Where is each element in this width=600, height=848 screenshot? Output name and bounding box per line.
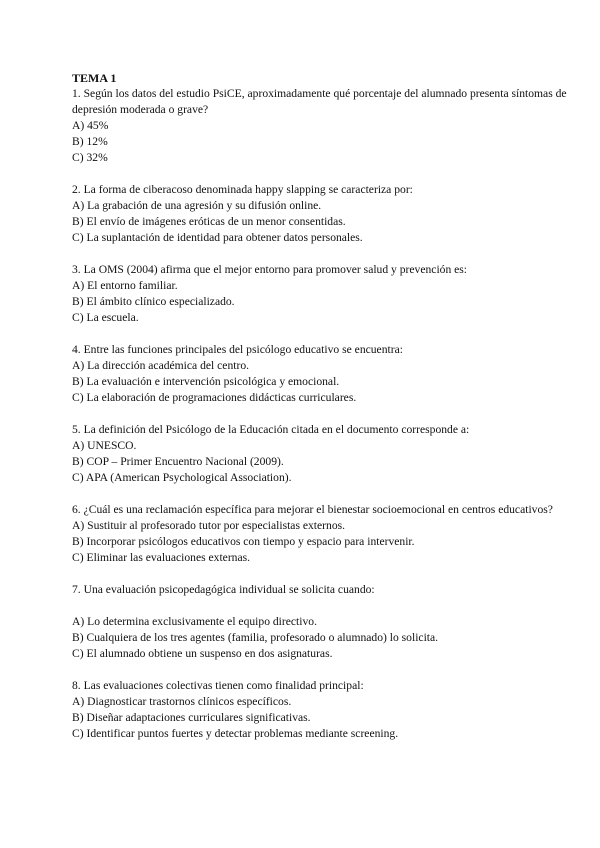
question-stem: 1. Según los datos del estudio PsiCE, aproximadamente qué porcentaje del alumnado presenta síntomas de depresión moderada o grave? xyxy=(72,87,567,116)
answer-option-b: B) La evaluación e intervención psicológica y emocional. xyxy=(72,375,340,388)
question-2 xyxy=(72,182,572,246)
answer-option-c: C) La suplantación de identidad para obtener datos personales. xyxy=(72,231,363,244)
answer-option-b: B) Cualquiera de los tres agentes (familia, profesorado o alumnado) lo solicita. xyxy=(72,631,439,644)
answer-option-c: C) Identificar puntos fuertes y detectar problemas mediante screening. xyxy=(72,727,399,740)
question-stem: 3. La OMS (2004) afirma que el mejor entorno para promover salud y prevención es: xyxy=(72,263,468,276)
answer-option-b: B) El ámbito clínico especializado. xyxy=(72,295,235,308)
document-page xyxy=(72,70,572,758)
answer-option-c: C) La escuela. xyxy=(72,311,139,324)
question-stem: 6. ¿Cuál es una reclamación específica para mejorar el bienestar socioemocional en centros educativos? xyxy=(72,503,553,516)
answer-option-a: A) Sustituir al profesorado tutor por especialistas externos. xyxy=(72,519,346,532)
question-stem: 8. Las evaluaciones colectivas tienen como finalidad principal: xyxy=(72,679,364,692)
answer-option-c: C) La elaboración de programaciones didácticas curriculares. xyxy=(72,391,357,404)
question-8 xyxy=(72,678,572,742)
question-stem: 2. La forma de ciberacoso denominada happy slapping se caracteriza por: xyxy=(72,183,413,196)
answer-option-b: B) 12% xyxy=(72,135,108,148)
answer-option-b: B) Diseñar adaptaciones curriculares significativas. xyxy=(72,711,311,724)
answer-option-b: B) Incorporar psicólogos educativos con tiempo y espacio para intervenir. xyxy=(72,535,415,548)
question-3 xyxy=(72,262,572,326)
answer-option-a: A) Diagnosticar trastornos clínicos específicos. xyxy=(72,695,292,708)
document-title: TEMA 1 xyxy=(72,71,117,85)
question-4 xyxy=(72,342,572,406)
question-6 xyxy=(72,502,572,566)
answer-option-c: C) Eliminar las evaluaciones externas. xyxy=(72,551,251,564)
answer-option-a: A) UNESCO. xyxy=(72,439,137,452)
answer-option-a: A) La dirección académica del centro. xyxy=(72,359,250,372)
question-stem: 7. Una evaluación psicopedagógica individual se solicita cuando: xyxy=(72,583,375,596)
answer-option-a: A) La grabación de una agresión y su difusión online. xyxy=(72,199,322,212)
question-7 xyxy=(72,582,572,662)
question-stem: 4. Entre las funciones principales del psicólogo educativo se encuentra: xyxy=(72,343,403,356)
answer-option-a: A) Lo determina exclusivamente el equipo directivo. xyxy=(72,615,317,628)
question-5 xyxy=(72,422,572,486)
answer-option-a: A) El entorno familiar. xyxy=(72,279,178,292)
answer-option-c: C) El alumnado obtiene un suspenso en dos asignaturas. xyxy=(72,647,333,660)
answer-option-b: B) El envío de imágenes eróticas de un menor consentidas. xyxy=(72,215,346,228)
answer-option-c: C) APA (American Psychological Association). xyxy=(72,471,292,484)
answer-option-c: C) 32% xyxy=(72,151,108,164)
question-stem: 5. La definición del Psicólogo de la Educación citada en el documento corresponde a: xyxy=(72,423,470,436)
answer-option-a: A) 45% xyxy=(72,119,109,132)
answer-option-b: B) COP – Primer Encuentro Nacional (2009). xyxy=(72,455,284,468)
question-1 xyxy=(72,86,572,166)
